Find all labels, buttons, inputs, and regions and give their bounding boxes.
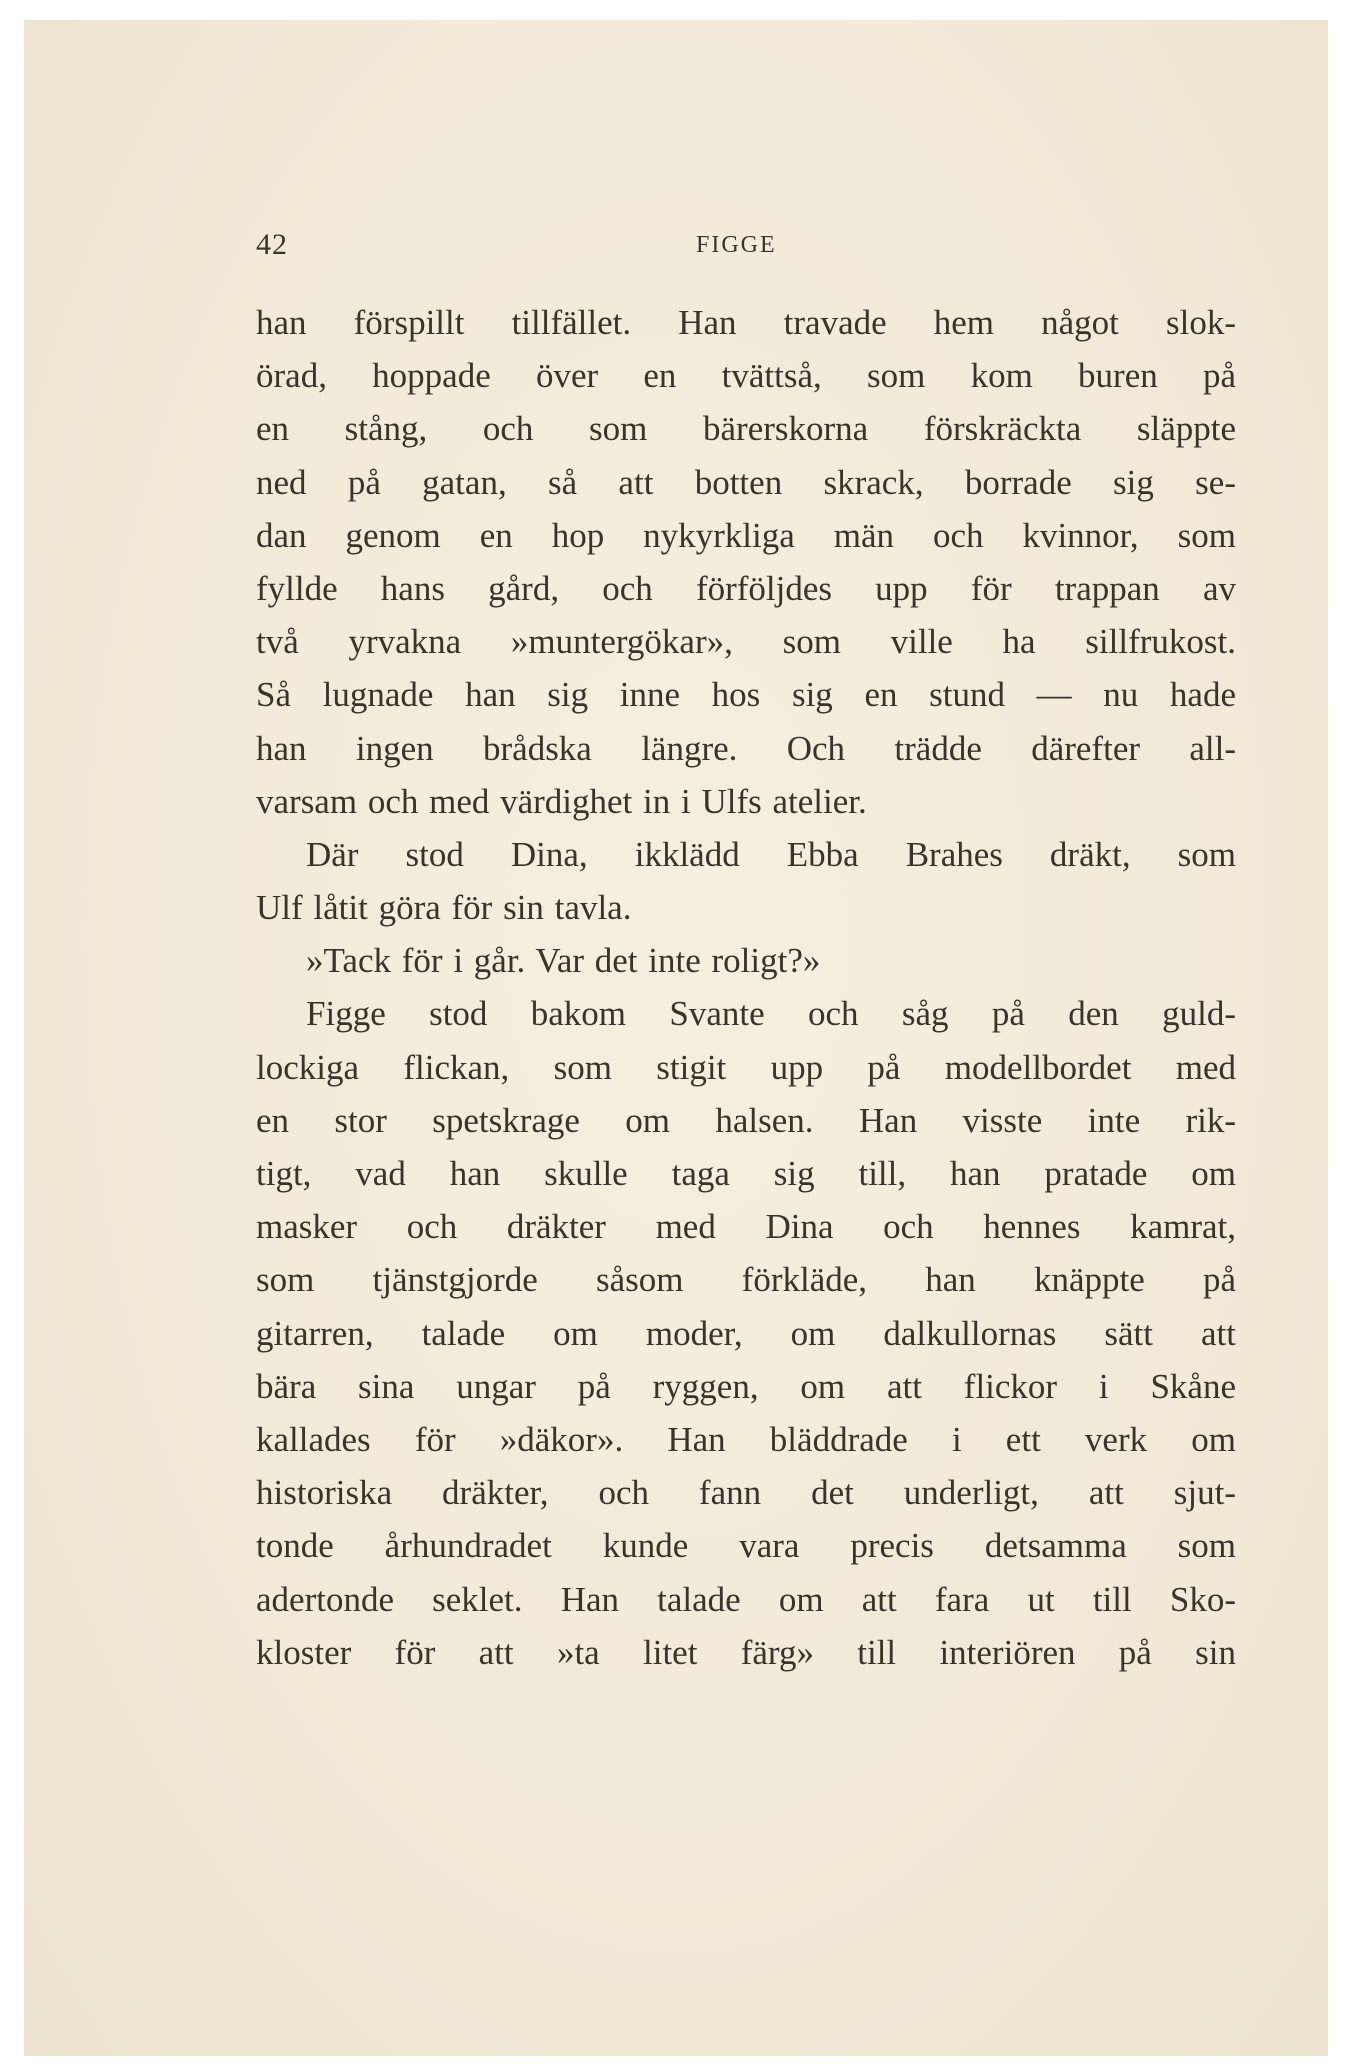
- text-line: en stång, och som bärerskorna förskräckta släppte: [256, 409, 1236, 449]
- text-line: ned på gatan, så att botten skrack, borrade sig se-: [256, 462, 1236, 502]
- text-line: Där stod Dina, ikklädd Ebba Brahes dräkt, som: [306, 834, 1236, 874]
- text-line: Figge stod bakom Svante och såg på den guld-: [306, 994, 1236, 1034]
- text-line: han ingen brådska längre. Och trädde därefter all-: [256, 728, 1236, 768]
- text-line: varsam och med värdighet in i Ulfs atelier.: [256, 781, 867, 821]
- running-head: FIGGE: [696, 232, 777, 258]
- text-line: historiska dräkter, och fann det underligt, att sjut-: [256, 1473, 1236, 1513]
- text-line: han förspillt tillfället. Han travade hem något slok-: [256, 303, 1236, 342]
- page-header: [256, 228, 1236, 268]
- text-line: masker och dräkter med Dina och hennes kamrat,: [256, 1207, 1236, 1247]
- text-line: bära sina ungar på ryggen, om att flickor i Skåne: [256, 1366, 1236, 1406]
- text-line: fyllde hans gård, och förföljdes upp för trappan av: [256, 568, 1236, 608]
- page-number: 42: [256, 228, 288, 261]
- text-line: tigt, vad han skulle taga sig till, han pratade om: [256, 1154, 1236, 1193]
- text-line: två yrvakna »muntergökar», som ville ha sillfrukost.: [256, 622, 1236, 662]
- text-line: »Tack för i går. Var det inte roligt?»: [306, 941, 821, 981]
- text-line: gitarren, talade om moder, om dalkullornas sätt att: [256, 1313, 1236, 1353]
- text-line: dan genom en hop nykyrkliga män och kvinnor, som: [256, 515, 1236, 555]
- text-line: lockiga flickan, som stigit upp på modellbordet med: [256, 1047, 1236, 1087]
- body-text: [256, 296, 1236, 1679]
- text-line: som tjänstgjorde såsom förkläde, han knäppte på: [256, 1260, 1236, 1300]
- text-line: kallades för »däkor». Han bläddrade i ett verk om: [256, 1419, 1236, 1459]
- text-line: en stor spetskrage om halsen. Han visste inte rik-: [256, 1100, 1236, 1140]
- text-line: kloster för att »ta litet färg» till interiören på sin: [256, 1632, 1236, 1672]
- text-line: tonde århundradet kunde vara precis detsamma som: [256, 1526, 1236, 1566]
- text-line: örad, hoppade över en tvättså, som kom buren på: [256, 356, 1236, 396]
- text-line: adertonde seklet. Han talade om att fara ut till Sko-: [256, 1579, 1236, 1619]
- text-line: Så lugnade han sig inne hos sig en stund — nu hade: [256, 675, 1236, 715]
- text-line: Ulf låtit göra för sin tavla.: [256, 888, 632, 928]
